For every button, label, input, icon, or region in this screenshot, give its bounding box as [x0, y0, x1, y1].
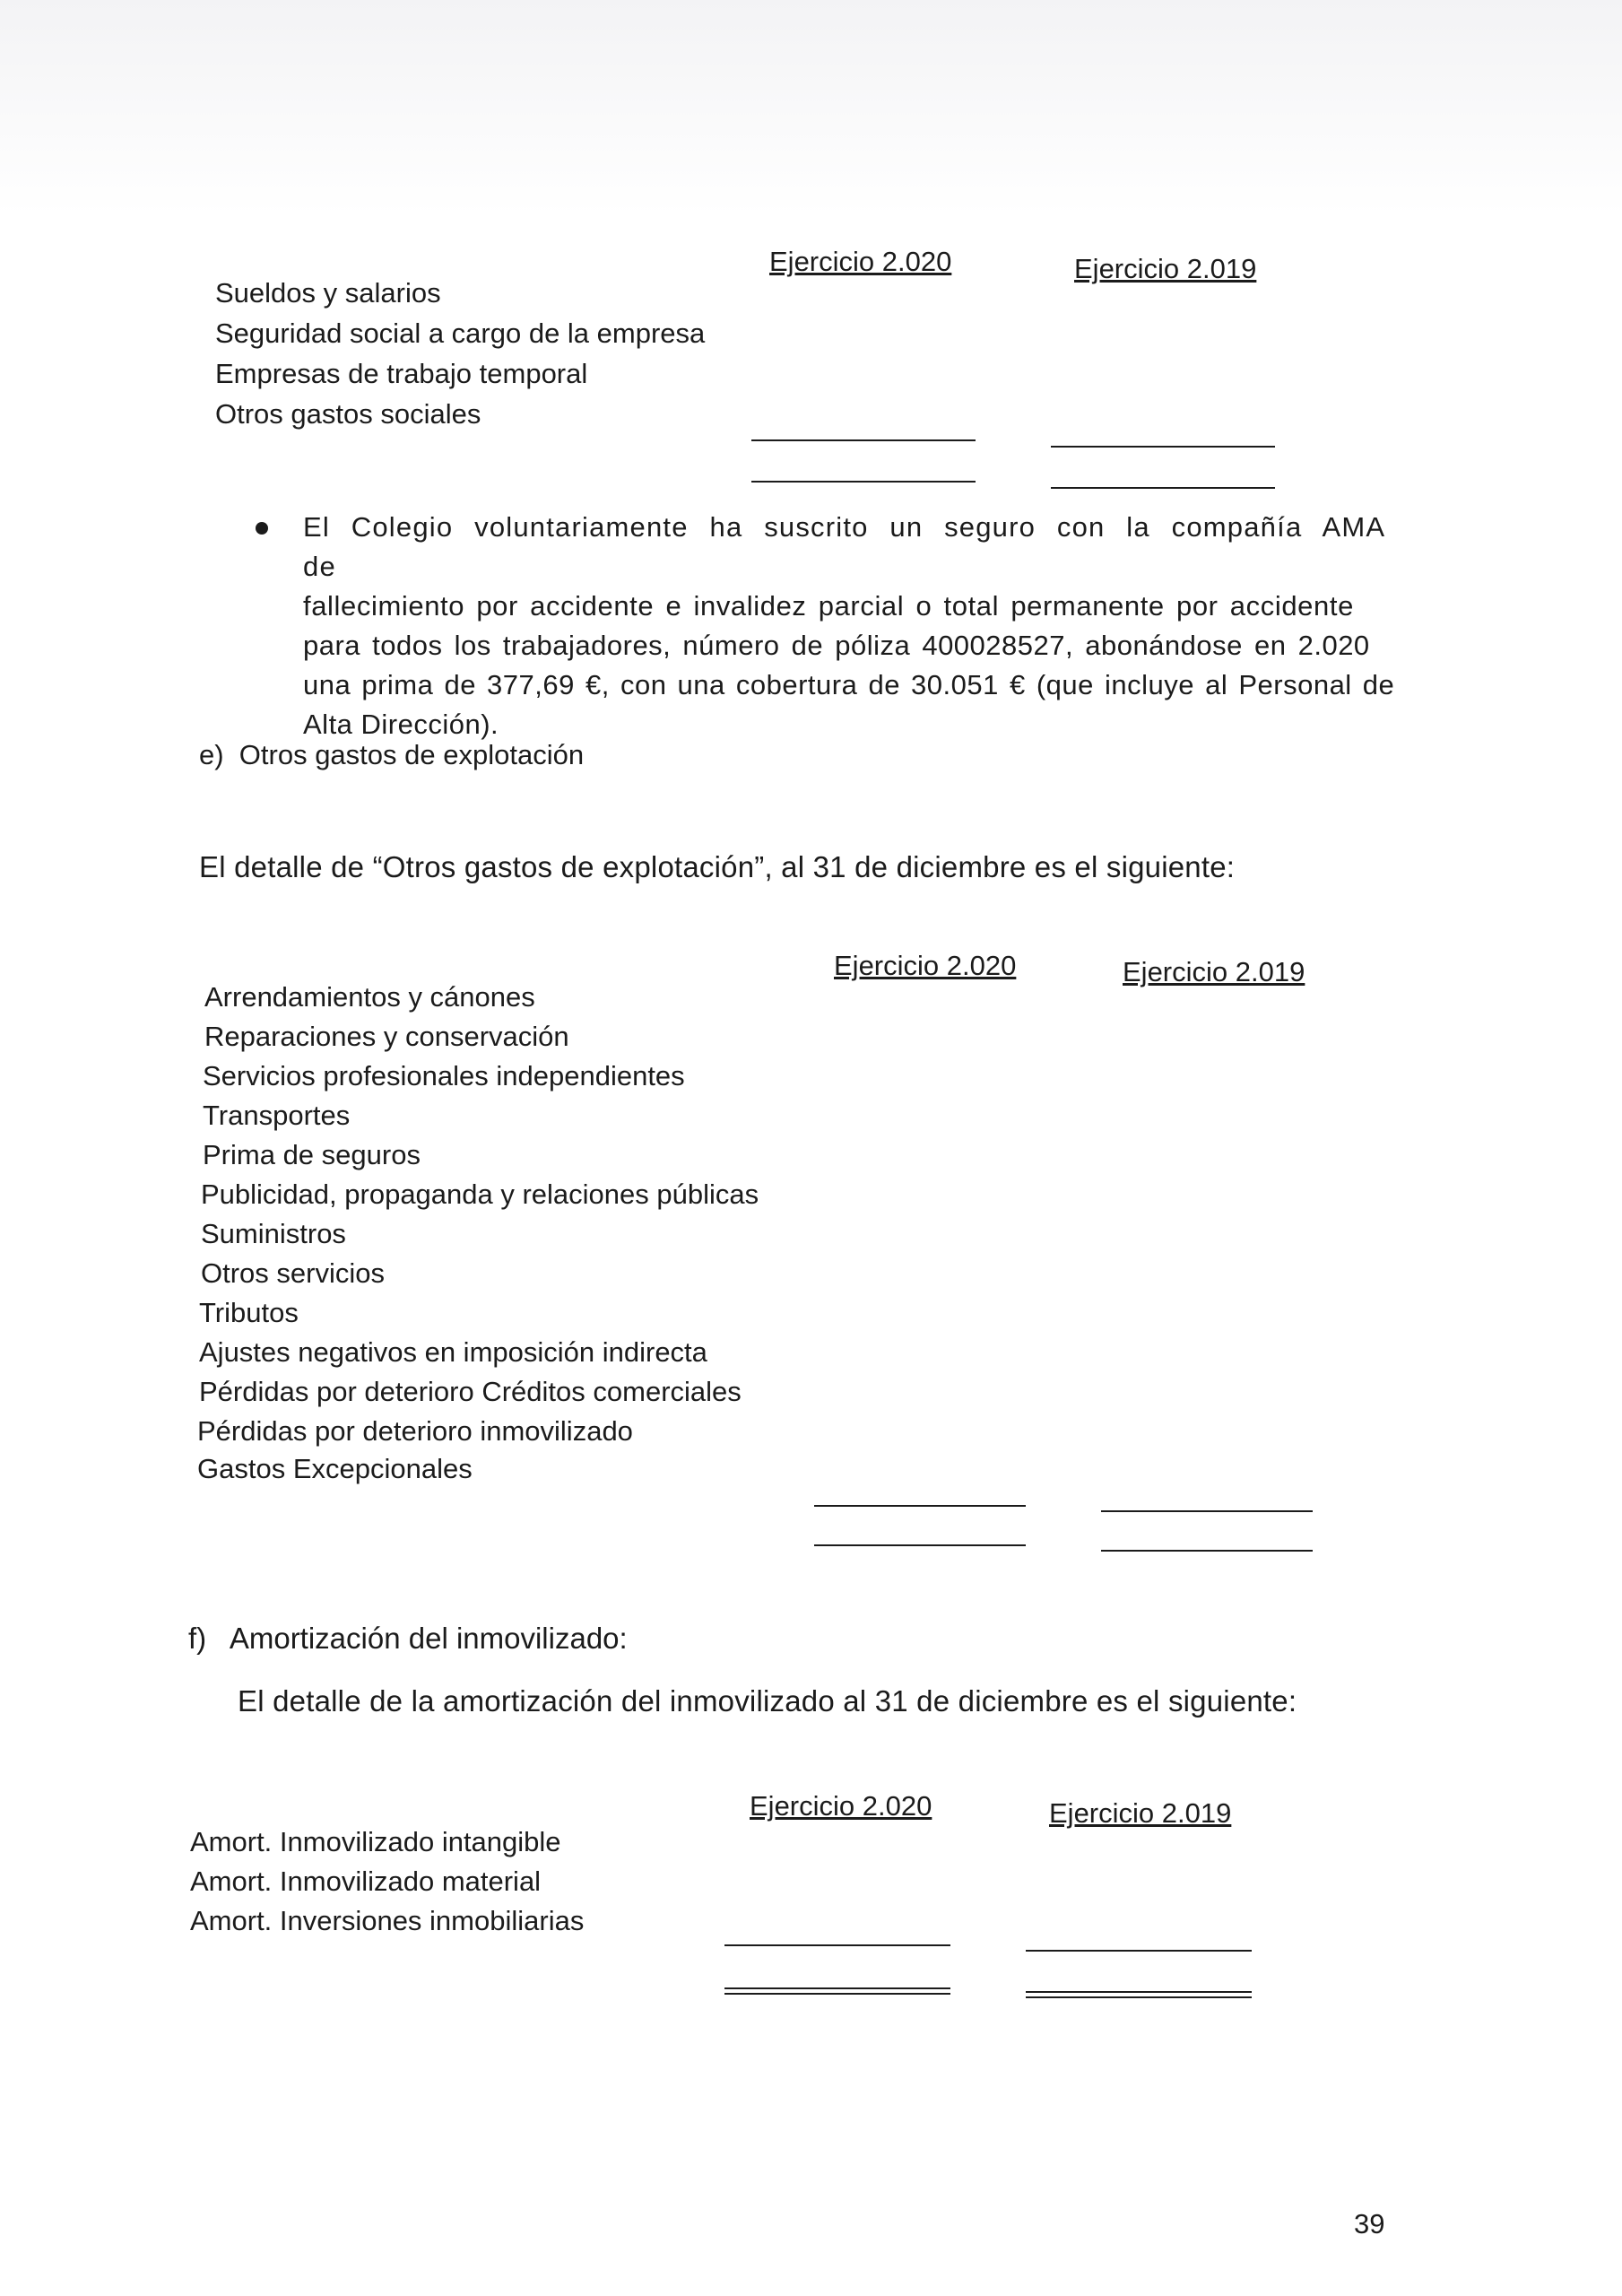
- row-label: Pérdidas por deterioro inmovilizado: [197, 1415, 633, 1447]
- row-label: Gastos Excepcionales: [197, 1453, 473, 1484]
- column-header-2019: Ejercicio 2.019: [1049, 1797, 1232, 1829]
- total-double-rule-2019: [1026, 1991, 1252, 1998]
- total-rule-2019: [1051, 487, 1275, 489]
- row-label: Otros gastos sociales: [215, 398, 481, 430]
- row-label: Prima de seguros: [203, 1139, 421, 1170]
- paragraph-line: una prima de 377,69 €, con una cobertura de 30.051 € (que incluye al Personal de: [303, 669, 1395, 700]
- row-label: Empresas de trabajo temporal: [215, 358, 588, 389]
- row-label: Seguridad social a cargo de la empresa: [215, 317, 706, 349]
- section-f-heading: f) Amortización del inmovilizado:: [188, 1622, 628, 1655]
- scan-shading: [0, 0, 1622, 215]
- column-header-2020: Ejercicio 2.020: [769, 246, 952, 277]
- row-label: Amort. Inmovilizado intangible: [190, 1826, 561, 1857]
- subtotal-rule-2020: [724, 1944, 950, 1946]
- total-rule-2019: [1101, 1550, 1313, 1552]
- paragraph-line: Alta Dirección).: [303, 709, 499, 740]
- column-header-2020: Ejercicio 2.020: [750, 1790, 932, 1822]
- paragraph-line: fallecimiento por accidente e invalidez parcial o total permanente por accidente: [303, 590, 1354, 622]
- subtotal-rule-2020: [814, 1505, 1026, 1507]
- row-label: Sueldos y salarios: [215, 277, 441, 309]
- total-double-rule-2020: [724, 1987, 950, 1995]
- paragraph-line: para todos los trabajadores, número de póliza 400028527, abonándose en 2.020: [303, 630, 1370, 661]
- row-label: Reparaciones y conservación: [204, 1021, 569, 1052]
- row-label: Ajustes negativos en imposición indirecta: [199, 1336, 707, 1368]
- subtotal-rule-2019: [1026, 1950, 1252, 1952]
- row-label: Servicios profesionales independientes: [203, 1060, 685, 1091]
- column-header-2019: Ejercicio 2.019: [1074, 253, 1257, 284]
- row-label: Arrendamientos y cánones: [204, 981, 535, 1013]
- subtotal-rule-2019: [1051, 446, 1275, 448]
- row-label: Pérdidas por deterioro Créditos comerciales: [199, 1376, 742, 1407]
- subtotal-rule-2020: [751, 439, 976, 441]
- column-header-2019: Ejercicio 2.019: [1123, 956, 1305, 987]
- total-rule-2020: [751, 481, 976, 483]
- section-f-intro: El detalle de la amortización del inmovilizado al 31 de diciembre es el siguiente:: [238, 1684, 1297, 1718]
- row-label: Publicidad, propaganda y relaciones públicas: [201, 1178, 759, 1210]
- subtotal-rule-2019: [1101, 1510, 1313, 1512]
- row-label: Otros servicios: [201, 1257, 385, 1289]
- insurance-paragraph: [303, 508, 1424, 744]
- row-label: Amort. Inversiones inmobiliarias: [190, 1905, 585, 1936]
- section-e-intro: El detalle de “Otros gastos de explotación”, al 31 de diciembre es el siguiente:: [199, 850, 1236, 883]
- page-number: 39: [1354, 2208, 1385, 2239]
- row-label: Amort. Inmovilizado material: [190, 1866, 542, 1897]
- row-label: Tributos: [199, 1297, 299, 1328]
- row-label: Suministros: [201, 1218, 346, 1249]
- bullet-icon: [256, 522, 268, 535]
- total-rule-2020: [814, 1544, 1026, 1546]
- section-e-heading: e) Otros gastos de explotación: [199, 739, 585, 770]
- row-label: Transportes: [203, 1100, 351, 1131]
- column-header-2020: Ejercicio 2.020: [834, 950, 1017, 981]
- paragraph-line: El Colegio voluntariamente ha suscrito un seguro con la compañía AMA de: [303, 511, 1384, 582]
